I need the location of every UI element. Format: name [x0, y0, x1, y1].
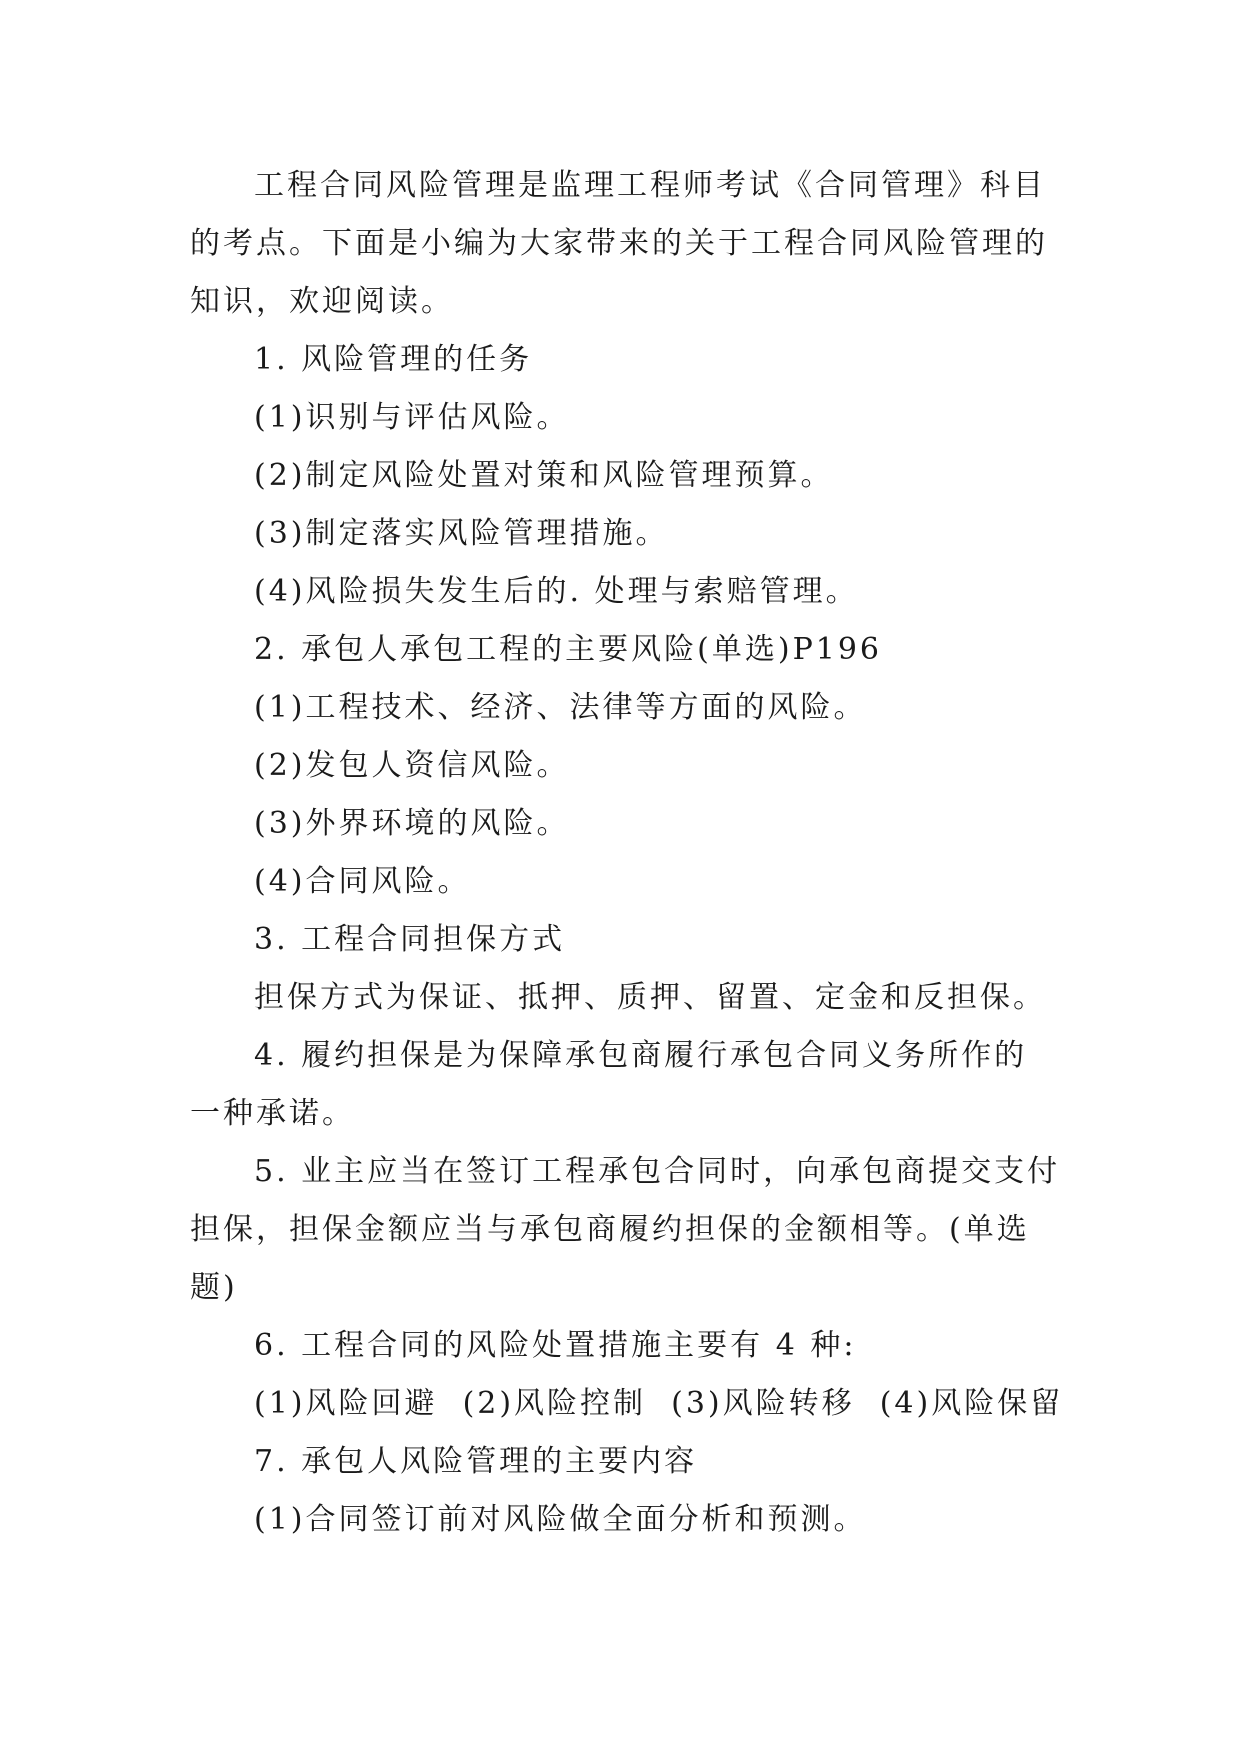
section-2-item: (3)外界环境的风险。: [254, 806, 570, 841]
section-2-item: (2)发包人资信风险。: [254, 748, 570, 783]
section-6-items: (1)风险回避 (2)风险控制 (3)风险转移 (4)风险保留: [254, 1386, 1064, 1421]
section-7-item: (1)合同签订前对风险做全面分析和预测。: [254, 1502, 867, 1537]
section-1-item: (1)识别与评估风险。: [254, 400, 570, 435]
section-1-item: (2)制定风险处置对策和风险管理预算。: [254, 458, 834, 493]
section-1-heading: 1. 风险管理的任务: [254, 342, 533, 377]
section-3-body: 担保方式为保证、抵押、质押、留置、定金和反担保。: [254, 980, 1046, 1015]
section-5-line-1: 5. 业主应当在签订工程承包合同时，向承包商提交支付: [254, 1154, 1061, 1189]
section-4-line-2: 一种承诺。: [190, 1096, 355, 1131]
section-1-item: (3)制定落实风险管理措施。: [254, 516, 669, 551]
section-5-line-2: 担保，担保金额应当与承包商履约担保的金额相等。(单选: [190, 1212, 1030, 1247]
section-7-heading: 7. 承包人风险管理的主要内容: [254, 1444, 698, 1479]
section-2-item: (1)工程技术、经济、法律等方面的风险。: [254, 690, 867, 725]
section-3-heading: 3. 工程合同担保方式: [254, 922, 566, 957]
intro-line-3: 知识，欢迎阅读。: [190, 284, 454, 319]
section-2-heading: 2. 承包人承包工程的主要风险(单选)P196: [254, 632, 883, 667]
section-4-line-1: 4. 履约担保是为保障承包商履行承包合同义务所作的: [254, 1038, 1028, 1073]
intro-line-1: 工程合同风险管理是监理工程师考试《合同管理》科目: [254, 168, 1046, 203]
section-6-heading: 6. 工程合同的风险处置措施主要有 4 种:: [254, 1328, 857, 1363]
intro-line-2: 的考点。下面是小编为大家带来的关于工程合同风险管理的: [190, 226, 1048, 261]
document-body: [190, 157, 1064, 1549]
section-5-line-3: 题): [190, 1270, 238, 1305]
section-1-item: (4)风险损失发生后的. 处理与索赔管理。: [254, 574, 859, 609]
section-2-item: (4)合同风险。: [254, 864, 471, 899]
